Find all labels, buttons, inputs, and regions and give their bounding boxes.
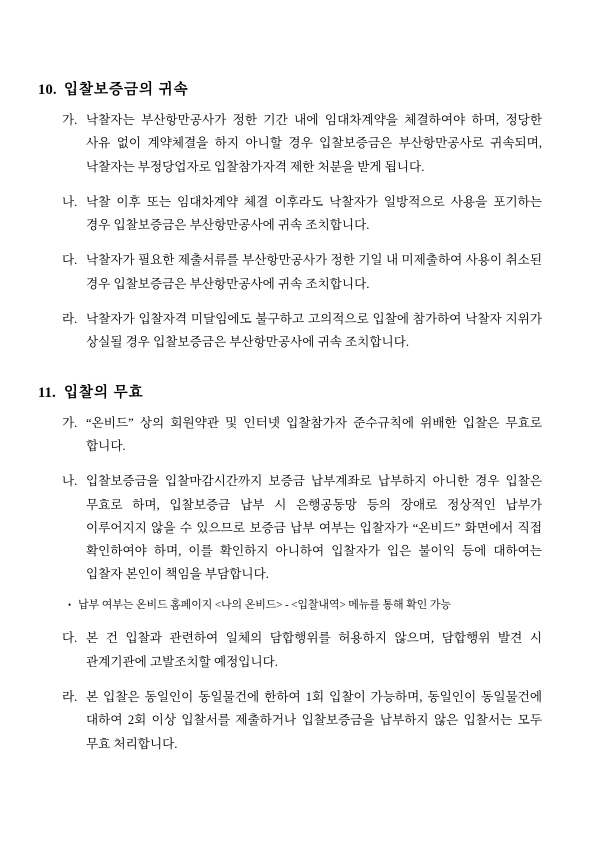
- clause-10-na: [38, 191, 542, 238]
- section-spacer: [38, 367, 542, 381]
- clause-10-ra: [38, 308, 542, 355]
- clause-marker: 가.: [62, 113, 78, 127]
- clause-text: 낙찰자는 부산항만공사가 정한 기간 내에 임대차계약을 체결하여야 하며, 정당한 사유 없이 계약체결을 하지 아니할 경우 입찰보증금은 부산항만공사로 귀속되며, 낙찰자는 부정당업자로 입찰참가자격 제한 처분을 받게 됩니다.: [86, 113, 542, 174]
- clause-11-da: [38, 627, 542, 674]
- clause-text: 본 입찰은 동일인이 동일물건에 한하여 1회 입찰이 가능하며, 동일인이 동일물건에 대하여 2회 이상 입찰서를 제출하거나 입찰보증금을 납부하지 않은 입찰서는 모두 무효 처리합니다.: [86, 690, 542, 751]
- clause-text: 낙찰자가 입찰자격 미달임에도 불구하고 고의적으로 입찰에 참가하여 낙찰자 지위가 상실될 경우 입찰보증금은 부산항만공사에 귀속 조치합니다.: [86, 312, 542, 350]
- section-11-number: 11.: [38, 384, 56, 401]
- clause-marker: 나.: [62, 474, 78, 489]
- clause-11-na: [38, 470, 542, 586]
- section-11-heading: [38, 381, 542, 402]
- clause-marker: 가.: [62, 415, 78, 430]
- clause-marker: 나.: [62, 194, 78, 209]
- clause-text: 낙찰자가 필요한 제출서류를 부산항만공사가 정한 기일 내 미제출하여 사용이 취소된 경우 입찰보증금은 부산항만공사에 귀속 조치합니다.: [86, 253, 542, 291]
- clause-marker: 라.: [62, 312, 78, 327]
- note-text: 납부 여부는 온비드 홈페이지 <나의 온비드> - <입찰내역> 메뉴를 통해 확인 가능: [78, 598, 451, 611]
- clause-marker: 라.: [62, 690, 78, 705]
- section-11-title: 입찰의 무효: [64, 384, 144, 401]
- clause-text: 입찰보증금을 입찰마감시간까지 보증금 납부계좌로 납부하지 아니한 경우 입찰은 무효로 하며, 입찰보증금 납부 시 은행공동망 등의 장애로 정상적인 납부가 이루어지지 않을 수 있으므로 보증금 납부 여부는 입찰자가 “온비드” 화면에서 직접 확인하여야 하며, 이를 확인하지 아니하여 입찰자가 입은 불이익 등에 대하여는 입찰자 본인이 책임을 부담합니다.: [86, 474, 542, 582]
- section-10-heading: [38, 78, 542, 99]
- clause-10-da: [38, 249, 542, 296]
- clause-marker: 다.: [62, 253, 78, 268]
- clause-10-ga: [38, 109, 542, 179]
- clause-text: 본 건 입찰과 관련하여 일체의 담합행위를 허용하지 않으며, 담합행위 발견 시 관계기관에 고발조치할 예정입니다.: [86, 631, 542, 669]
- clause-marker: 다.: [62, 631, 78, 646]
- clause-text: 낙찰 이후 또는 임대차계약 체결 이후라도 낙찰자가 일방적으로 사용을 포기하는 경우 입찰보증금은 부산항만공사에 귀속 조치합니다.: [86, 194, 542, 233]
- clause-text: “온비드” 상의 회원약관 및 인터넷 입찰참가자 준수규칙에 위배한 입찰은 무효로 합니다.: [86, 415, 542, 453]
- note-payment-check: [38, 595, 542, 616]
- section-10: [38, 78, 542, 355]
- section-10-number: 10.: [38, 82, 57, 98]
- section-10-title: 입찰보증금의 귀속: [64, 82, 189, 98]
- clause-11-ra: [38, 686, 542, 756]
- clause-11-ga: [38, 412, 542, 459]
- section-11: [38, 381, 542, 756]
- bullet-icon: •: [68, 599, 72, 610]
